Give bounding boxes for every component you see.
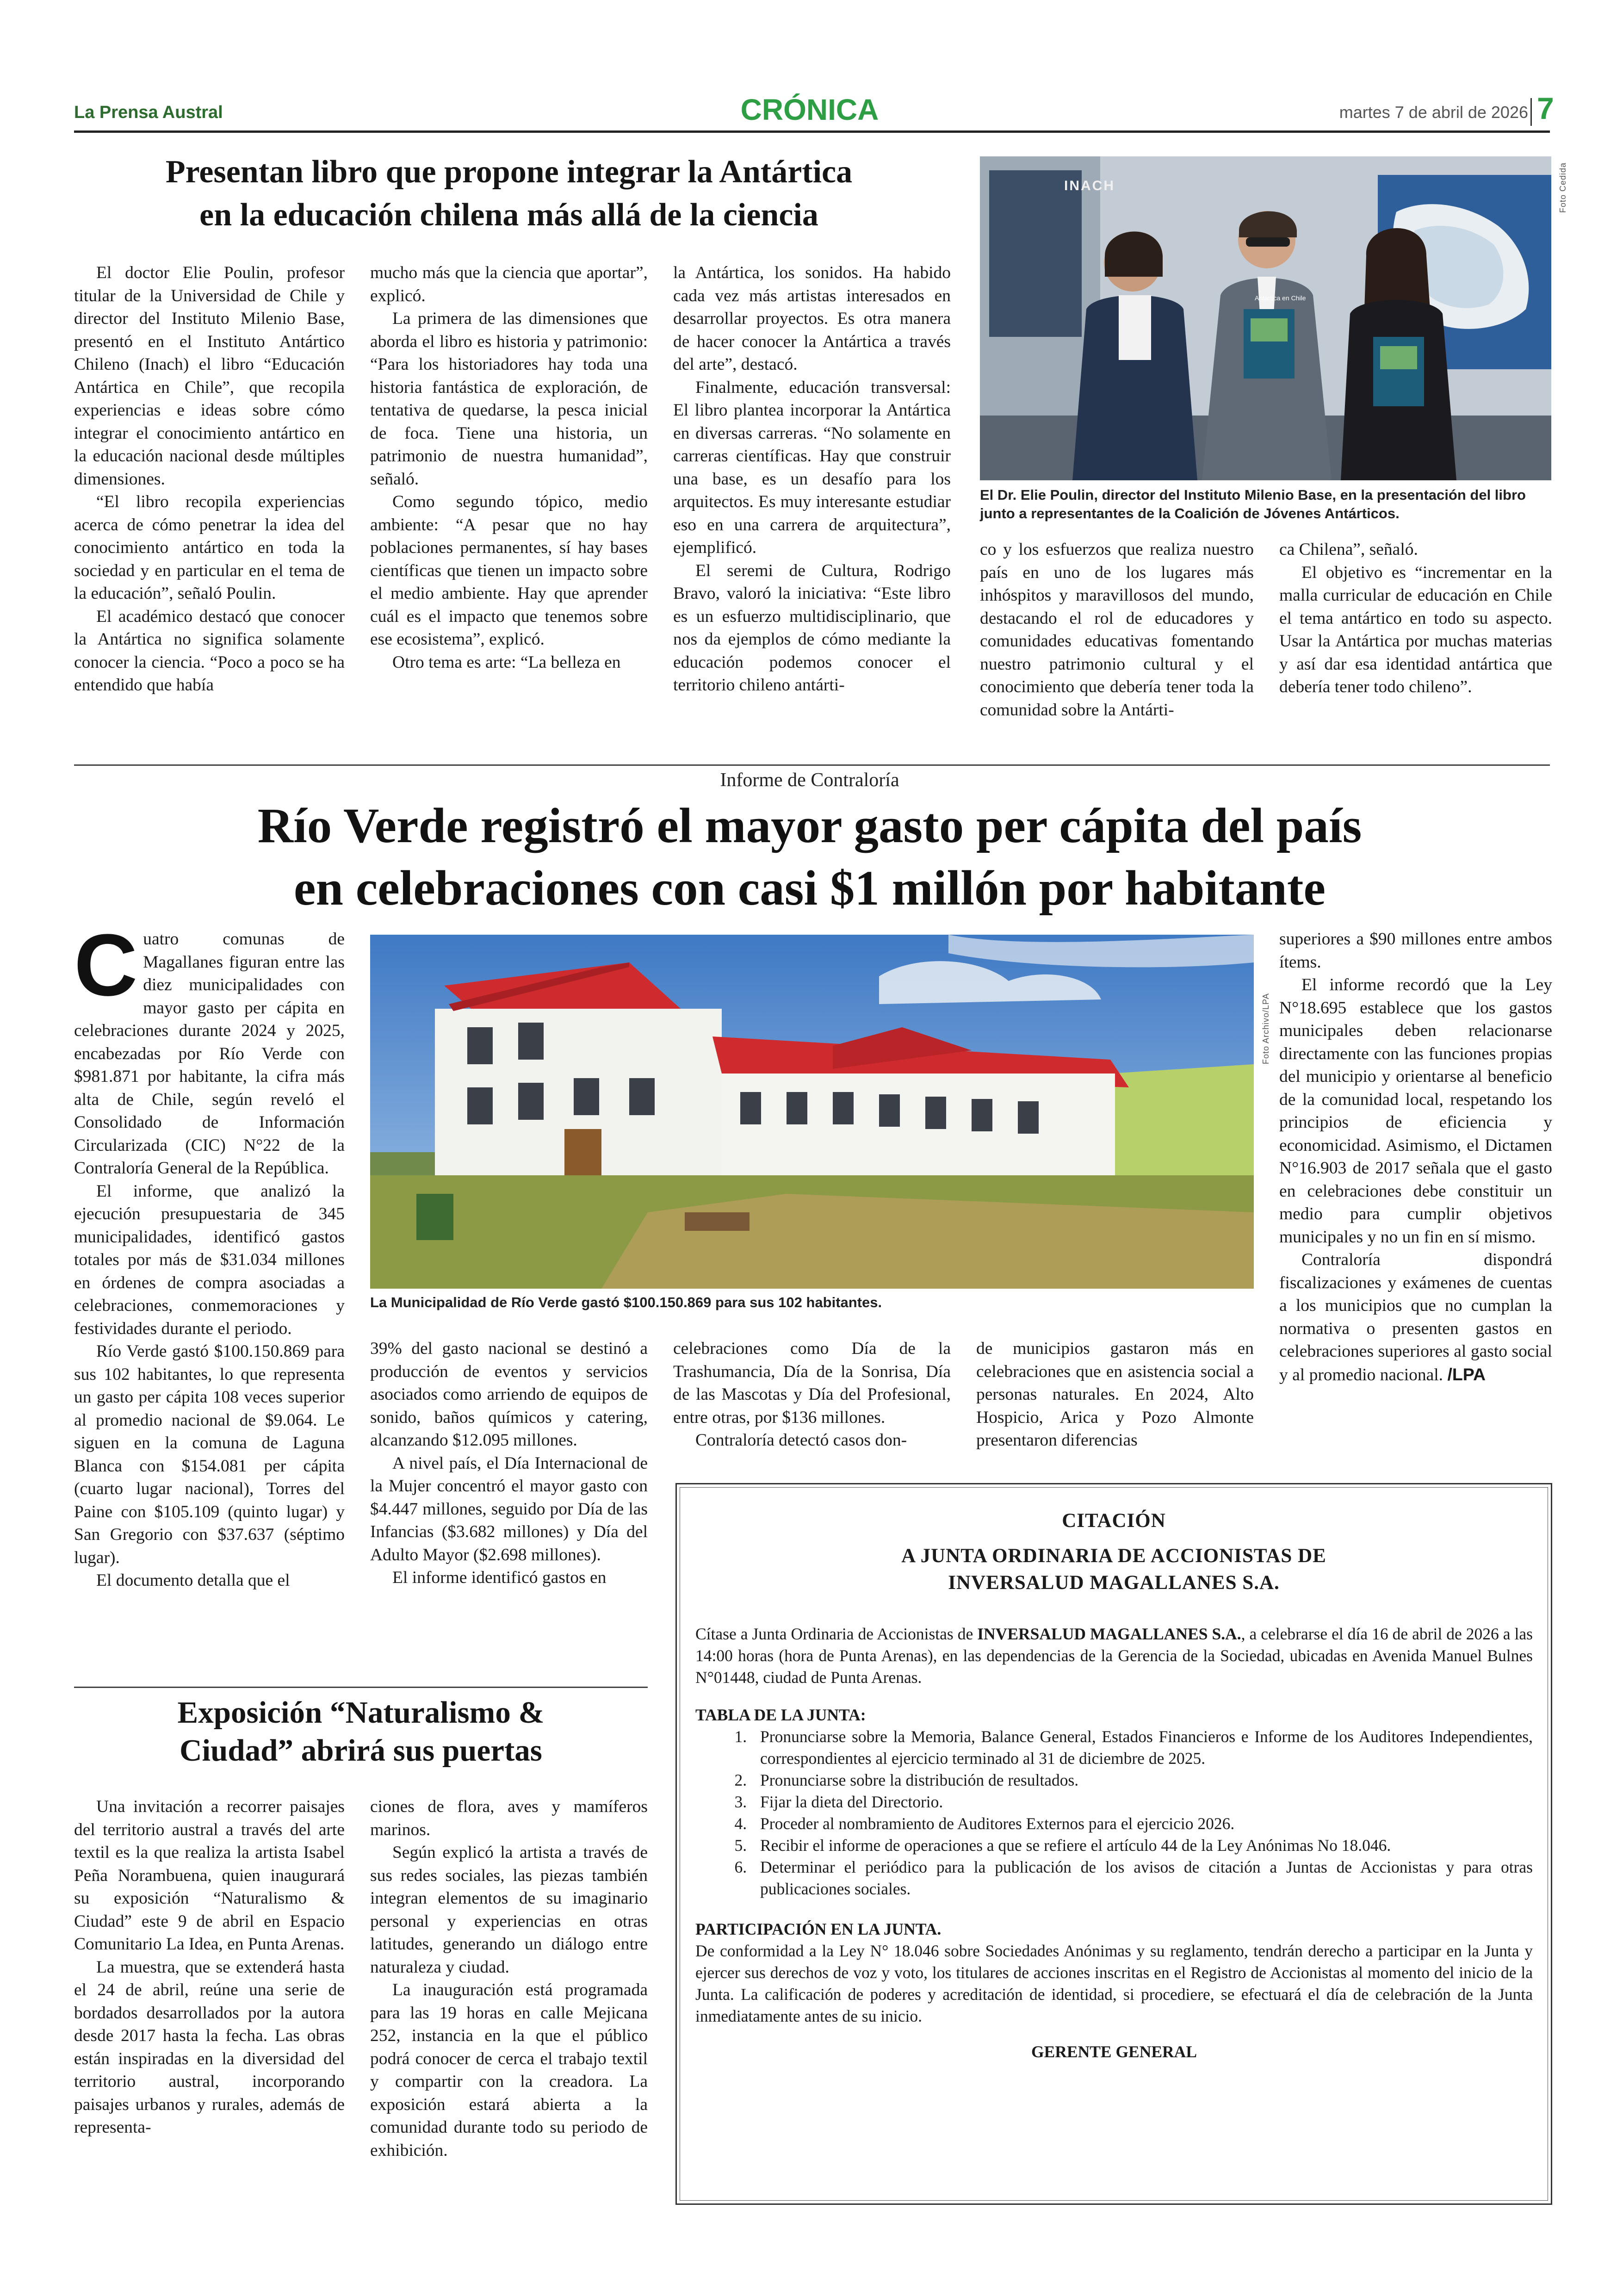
lead-text: uatro comunas de Magallanes figuran entre las diez municipalidades con mayor gasto per cápita en celebraciones durante 2024 y 2025, encabezadas por Río Verde con $981.871 por habitante, la cifra más alta de Chile, según reveló el Consolidado de Información Circularizada (CIC) N°22 de la Contraloría General de la República. — [74, 930, 345, 1178]
paragraph: superiores a $90 millones entre ambos ítems. — [1279, 930, 1552, 972]
article2-col3 — [673, 1337, 951, 1452]
paragraph: Según explicó la artista a través de sus redes sociales, las piezas también integran elementos de su imaginario personal y experiencias en otras latitudes, generando un diálogo entre naturaleza y ciudad. — [370, 1843, 648, 1977]
article1-col2 — [370, 261, 648, 674]
article2-headline-line2: en celebraciones con casi $1 millón por habitante — [293, 861, 1326, 916]
notice-title: CITACIÓN — [1062, 1510, 1166, 1532]
article2-col2 — [370, 1337, 648, 1589]
notice-company: INVERSALUD MAGALLANES S.A. — [948, 1572, 1280, 1594]
dropcap: C — [74, 916, 138, 1014]
article3-headline-line2: Ciudad” abrirá sus puertas — [180, 1733, 542, 1768]
masthead: La Prensa Austral — [74, 103, 223, 122]
article1-headline — [69, 150, 948, 236]
header-rule — [74, 130, 1550, 133]
article1-caption: El Dr. Elie Poulin, director del Instituto Milenio Base, en la presentación del libro junto a representantes de la Coalición de Jóvenes Antárticos. — [980, 487, 1526, 521]
article1-col5 — [1279, 538, 1552, 699]
article2-caption: La Municipalidad de Río Verde gastó $100.150.869 para sus 102 habitantes. — [370, 1294, 882, 1310]
paragraph: El documento detalla que el — [96, 1571, 290, 1590]
paragraph: El informe identificó gastos en — [392, 1568, 607, 1587]
notice-body — [695, 1623, 1533, 2063]
agenda-item: 2. Pronunciarse sobre la distribución de resultados. — [751, 1769, 1533, 1791]
notice-participation-text: De conformidad a la Ley N° 18.046 sobre Sociedades Anónimas y su reglamento, tendrán derecho a participar en la Junta y ejercer sus derechos de voz y voto, los titulares de acciones inscritas en el Registro de Accionistas al momento del inicio de la Junta. La calificación de poderes y acreditación de identidad, si procediere, se efectuará el día de celebración de la Junta inmediatamente antes de su inicio. — [695, 1942, 1533, 2025]
article2-col1 — [74, 916, 345, 1592]
paragraph: El académico destacó que conocer la Antártica no significa solamente conocer la ciencia. “Poco a poco se ha entendido que había — [74, 607, 345, 695]
article2-photo — [370, 935, 1254, 1289]
article1-col1 — [74, 261, 345, 697]
article1-photo — [980, 156, 1551, 480]
article3-headline — [74, 1694, 648, 1769]
paragraph: Contraloría detectó casos don- — [695, 1431, 907, 1450]
paragraph: la Antártica, los sonidos. Ha habido cada vez más artistas interesados en desarrollar proyectos. Es otra manera de hacer conocer la Antártica a través del arte”, destacó. — [673, 263, 951, 374]
paragraph: La muestra, que se extenderá hasta el 24 de abril, reúne una serie de bordados desarrollados por la autora desde 2017 hasta la fecha. Las obras están inspiradas en la diversidad del territorio austral, incorporando paisajes urbanos y rurales, además de representa- — [74, 1957, 345, 2137]
notice-intro-text: , a celebrarse el día 16 de abril de 2026 a las 14:00 horas (hora de Punta Arenas), en las dependencias de la Gerencia de la Sociedad, ubicadas en Avenida Manuel Bulnes N°01448, ciudad de Punta Arenas. — [695, 1625, 1533, 1687]
notice-intro — [695, 1623, 1533, 1688]
notice-signature: GERENTE GENERAL — [1031, 2042, 1197, 2061]
page-number: 7 — [1537, 91, 1554, 125]
article2-headline — [69, 795, 1550, 920]
article1-photo-scene — [980, 156, 1551, 480]
paragraph: celebraciones como Día de la Trashumancia, Día de la Sonrisa, Día de las Mascotas y Día del Profesional, entre otras, por $136 millones. — [673, 1339, 951, 1427]
paragraph: El objetivo es “incrementar en la malla curricular de educación en Chile el tema antártico en todo su aspecto. Usar la Antártica por muchas materias y así dar esa identidad antártica que debería tener todo chileno”. — [1279, 563, 1552, 696]
article1-bottom-rule — [74, 764, 1550, 766]
paragraph — [74, 916, 345, 1180]
header-divider — [1530, 98, 1532, 126]
paragraph: de municipios gastaron más en celebraciones que en asistencia social a personas naturales. En 2024, Alto Hospicio, Arica y Pozo Almonte presentaron diferencias — [976, 1339, 1254, 1450]
paragraph: La primera de las dimensiones que aborda el libro es historia y patrimonio: “Para los historiadores hay toda una historia fantástica de exploración, de tentativa de quedarse, la pesca inicial de foca. Tiene una historia, un patrimonio de nuestra humanidad”, señaló. — [370, 309, 648, 489]
notice-agenda-title: TABLA DE LA JUNTA: — [695, 1706, 866, 1724]
issue-date: martes 7 de abril de 2026 — [1339, 103, 1528, 122]
article2-headline-line1: Río Verde registró el mayor gasto per cápita del país — [257, 799, 1362, 853]
notice-agenda-list — [695, 1726, 1533, 1900]
notice-subtitle: A JUNTA ORDINARIA DE ACCIONISTAS DE — [901, 1545, 1326, 1567]
notice-intro-text: Cítase a Junta Ordinaria de Accionistas de — [695, 1625, 978, 1643]
paragraph: El doctor Elie Poulin, profesor titular de la Universidad de Chile y director del Instituto Milenio Base, presentó en el Instituto Antártico Chileno (Inach) el libro “Educación Antártica en Chile”, que recopila experiencias e ideas sobre cómo integrar el conocimiento antártico en la educación nacional desde múltiples dimensiones. — [74, 263, 345, 489]
notice-box — [675, 1483, 1552, 2205]
paragraph: ca Chilena”, señaló. — [1279, 540, 1418, 559]
article1-photo-sign: INACH — [1064, 178, 1115, 193]
article2-col5 — [1279, 928, 1552, 1386]
agenda-item: 5. Recibir el informe de operaciones a que se refiere el artículo 44 de la Ley Anónimas No 18.046. — [751, 1835, 1533, 1856]
paragraph: El seremi de Cultura, Rodrigo Bravo, valoró la iniciativa: “Este libro es un esfuerzo multidisciplinario, que nos da ejemplos de cómo mediante la educación podemos conocer el territorio chileno antárti- — [673, 561, 951, 695]
notice-intro-company: INVERSALUD MAGALLANES S.A. — [977, 1625, 1241, 1643]
paragraph: Río Verde gastó $100.150.869 para sus 102 habitantes, lo que representa un gasto per cápita 108 veces superior al promedio nacional de $9.064. Le siguen en la comuna de Laguna Blanca con $154.081 per cápita (cuarto lugar nacional), Torres del Paine con $105.109 (quinto lugar) y San Gregorio con $37.637 (séptimo lugar). — [74, 1342, 345, 1567]
article2-photo-credit: Foto Archivo/LPA — [1261, 993, 1270, 1064]
article1-headline-line1: Presentan libro que propone integrar la Antártica — [165, 154, 853, 190]
article2-photo-scene — [370, 935, 1254, 1289]
agenda-item: 3. Fijar la dieta del Directorio. — [751, 1791, 1533, 1813]
article1-photo-credit: Foto Cedida — [1558, 162, 1567, 213]
paragraph: Una invitación a recorrer paisajes del territorio austral a través del arte textil es la que realiza la artista Isabel Peña Norambuena, quien inaugurará su exposición “Naturalismo & Ciudad” este 9 de abril en Espacio Comunitario La Idea, en Punta Arenas. — [74, 1797, 345, 1954]
article1-headline-line2: en la educación chilena más allá de la ciencia — [199, 197, 818, 233]
article1-book-label: Antártica en Chile — [1255, 294, 1306, 302]
agenda-item: 4. Proceder al nombramiento de Auditores Externos para el ejercicio 2026. — [751, 1813, 1533, 1835]
paragraph: ciones de flora, aves y mamíferos marinos. — [370, 1797, 648, 1839]
article3-headline-line1: Exposición “Naturalismo & — [177, 1695, 545, 1730]
paragraph: Otro tema es arte: “La belleza en — [392, 652, 621, 672]
paragraph: mucho más que la ciencia que aportar”, explicó. — [370, 263, 648, 305]
agenda-item: 6. Determinar el periódico para la publicación de los avisos de citación a Juntas de Accionistas y para otras publicaciones sociales. — [751, 1856, 1533, 1900]
agenda-item: 1. Pronunciarse sobre la Memoria, Balance General, Estados Financieros e Informe de los Auditores Independientes, correspondientes al ejercicio terminado al 31 de diciembre de 2025. — [751, 1726, 1533, 1769]
article3-col1 — [74, 1795, 345, 2139]
paragraph: A nivel país, el Día Internacional de la Mujer concentró el mayor gasto con $4.447 millones, seguido por Día de las Infancias ($3.682 millones) y Día del Adulto Mayor ($2.698 millones). — [370, 1453, 648, 1564]
article3-col2 — [370, 1795, 648, 2162]
paragraph: “El libro recopila experiencias acerca de cómo penetrar la idea del conocimiento antártico en toda la sociedad y en particular en el tema de la educación”, señaló Poulin. — [74, 492, 345, 603]
paragraph: Como segundo tópico, medio ambiente: “A pesar que no hay poblaciones permanentes, sí hay bases científicas que tienen un impacto sobre el medio ambiente. Hay que aprender cuál es el impacto que tenemos sobre ese ecosistema”, explicó. — [370, 492, 648, 649]
article2-col4 — [976, 1337, 1254, 1452]
article1-col3 — [673, 261, 951, 697]
paragraph — [1279, 1248, 1552, 1386]
article2-kicker: Informe de Contraloría — [720, 769, 899, 791]
paragraph: co y los esfuerzos que realiza nuestro país en uno de los lugares más inhóspitos y maravillosos del mundo, destacando el rol de educadores y comunidades educativas fomentando nuestro patrimonio cultural y el conocimiento que debería tener toda la comunidad sobre la Antárti- — [980, 540, 1254, 720]
article3-top-rule — [74, 1687, 648, 1688]
paragraph: 39% del gasto nacional se destinó a producción de eventos y servicios asociados como arriendo de equipos de sonido, baños químicos y catering, alcanzando $12.095 millones. — [370, 1339, 648, 1450]
closing-text: Contraloría dispondrá fiscalizaciones y exámenes de cuentas a los municipios que no cumplan la normativa o presenten gastos en celebraciones superiores al gasto social y al promedio nacional. — [1279, 1250, 1552, 1384]
article1-col4 — [980, 538, 1254, 721]
signoff: /LPA — [1447, 1364, 1486, 1384]
paragraph: Finalmente, educación transversal: El libro plantea incorporar la Antártica en diversas carreras. “No solamente en carreras científicas. Hay que construir una base, es un desafío para los arquitectos. Es muy interesante estudiar eso en una carrera de arquitectura”, ejemplificó. — [673, 378, 951, 557]
paragraph: La inauguración está programada para las 19 horas en calle Mejicana 252, instancia en la que el público podrá conocer de cerca el trabajo textil y compartir con la creadora. La exposición estará abierta a la comunidad durante todo su periodo de exhibición. — [370, 1980, 648, 2160]
paragraph: El informe recordó que la Ley N°18.695 establece que los gastos municipales deben relacionarse directamente con las funciones propias del municipio y orientarse al beneficio de la comunidad local, respetando los principios de eficiencia y economicidad. Asimismo, el Dictamen N°16.903 de 2017 señala que el gasto en celebraciones debe constituir un medio para cumplir objetivos municipales y no un fin en sí mismo. — [1279, 975, 1552, 1247]
section-title: CRÓNICA — [740, 93, 879, 126]
notice-participation-title: PARTICIPACIÓN EN LA JUNTA. — [695, 1920, 942, 1938]
paragraph: El informe, que analizó la ejecución presupuestaria de 345 municipalidades, identificó gastos totales por más de $31.034 millones en órdenes de compra asociadas a celebraciones, conmemoraciones y festividades durante el periodo. — [74, 1181, 345, 1338]
